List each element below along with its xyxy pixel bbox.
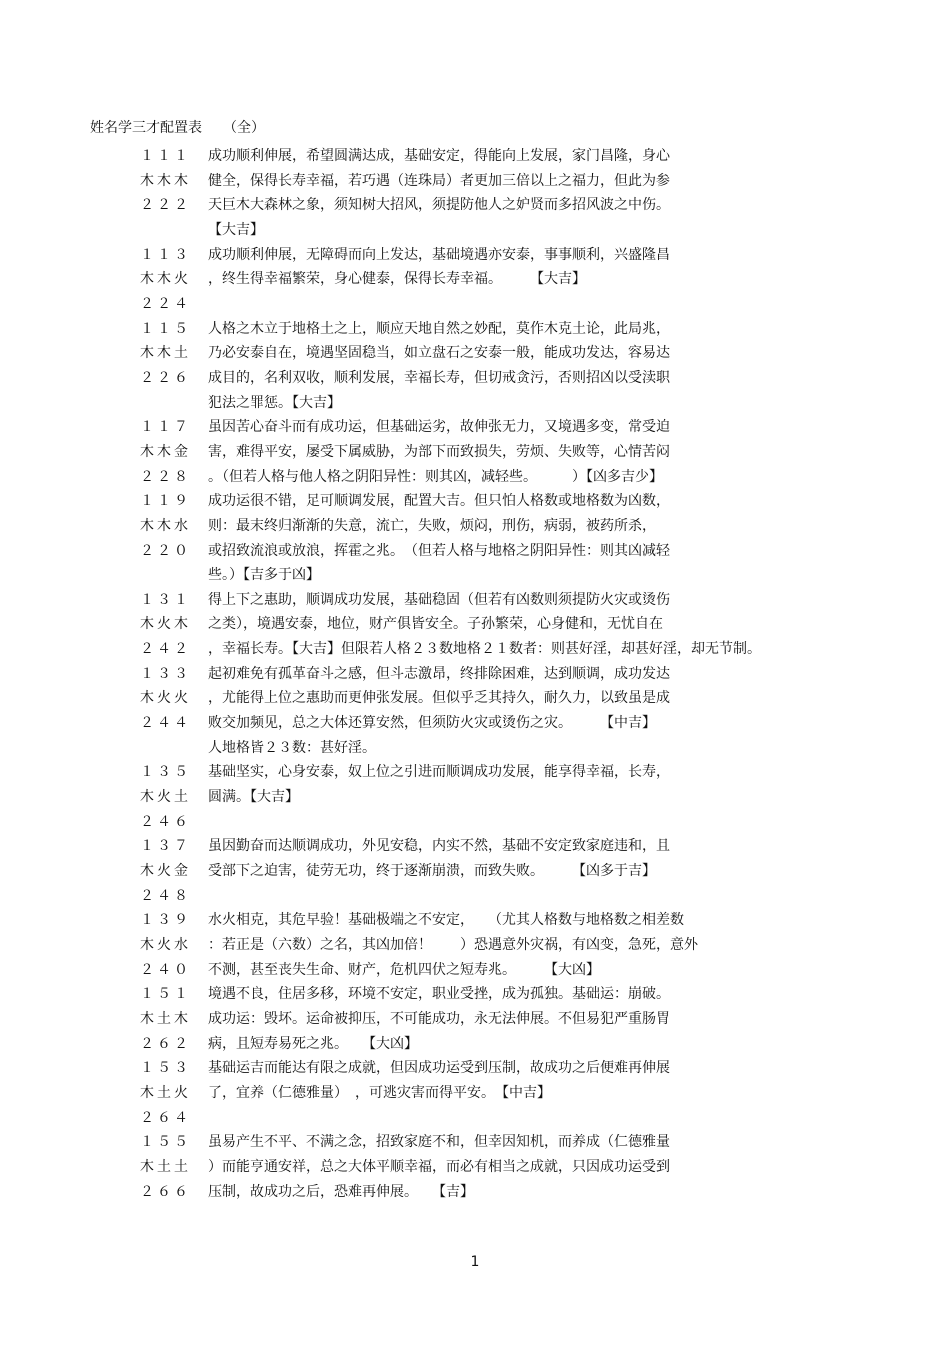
table-row xyxy=(0,341,950,366)
row-text: 受部下之迫害，徒劳无功，终于逐渐崩溃，而致失败。 【凶多于吉】 xyxy=(208,863,656,880)
row-text: ：若正是（六数）之名，其凶加倍！ ）恐遇意外灾祸，有凶变，急死，意外 xyxy=(208,937,698,953)
row-code: 木火水 xyxy=(140,937,191,953)
row-code: ２２８ xyxy=(140,468,191,485)
row-code: ２２６ xyxy=(140,369,191,386)
table-row xyxy=(0,514,950,539)
row-code: 木土木 xyxy=(140,1010,191,1027)
row-text: 些。）【吉多于凶】 xyxy=(208,567,320,584)
configuration-table xyxy=(0,144,950,1204)
page-number: 1 xyxy=(470,1254,480,1270)
table-row xyxy=(0,144,950,169)
row-text: 乃必安泰自在，境遇坚固稳当，如立盘石之安泰一般，能成功发达，容易达 xyxy=(208,345,670,362)
row-text: 害，难得平安，屡受下属威胁，为部下而致损失，劳烦、失败等，心情苦闷 xyxy=(208,443,670,460)
row-code: ２４８ xyxy=(140,887,191,904)
row-text: 或招致流浪或放浪，挥霍之兆。 （但若人格与地格之阴阳异性：则其凶减轻 xyxy=(208,542,670,559)
table-row xyxy=(0,1106,950,1131)
table-row xyxy=(0,292,950,317)
table-row xyxy=(0,982,950,1007)
row-code: １３３ xyxy=(140,665,191,682)
row-code: 木火土 xyxy=(140,789,191,806)
row-code: １５１ xyxy=(140,986,191,1003)
row-code: 木土土 xyxy=(140,1158,191,1175)
row-text: 天巨木大森林之象，须知树大招风，须提防他人之妒贤而多招风波之中伤。 xyxy=(208,197,670,214)
table-row xyxy=(0,440,950,465)
row-text: 圆满。【大吉】 xyxy=(208,789,299,806)
table-row xyxy=(0,218,950,243)
table-row xyxy=(0,169,950,194)
table-row xyxy=(0,489,950,514)
row-text: 人格之木立于地格土之上，顺应天地自然之妙配，莫作木克土论，此局兆， xyxy=(208,320,670,337)
table-row xyxy=(0,1130,950,1155)
table-row xyxy=(0,1180,950,1205)
row-text: 成功顺利伸展，无障碍而向上发达，基础境遇亦安泰，事事顺利，兴盛隆昌 xyxy=(208,246,670,263)
row-text: 犯法之罪惩。【大吉】 xyxy=(208,394,341,411)
table-row xyxy=(0,391,950,416)
row-code: 木木土 xyxy=(140,345,191,362)
table-row xyxy=(0,243,950,268)
row-code: ２４２ xyxy=(140,641,191,658)
row-text: ，幸福长寿。【大吉】但限若人格２３数地格２１数者：则甚好淫，却甚好淫，却无节制。 xyxy=(208,641,761,658)
row-code: ２６４ xyxy=(140,1109,191,1126)
row-code: １１３ xyxy=(140,246,191,263)
document-title: 姓名学三才配置表 （全） xyxy=(90,120,265,136)
table-row xyxy=(0,785,950,810)
row-text: 。（但若人格与他人格之阴阳异性：则其凶，减轻些。 ）【凶多吉少】 xyxy=(208,468,663,485)
row-code: １１５ xyxy=(140,320,191,337)
row-text: 健全，保得长寿幸福，若巧遇（连珠局）者更加三倍以上之福力，但此为参 xyxy=(208,172,670,189)
table-row xyxy=(0,637,950,662)
row-code: ２２４ xyxy=(140,295,191,312)
table-row xyxy=(0,588,950,613)
row-code: 木火金 xyxy=(140,863,191,880)
row-text: 【大吉】 xyxy=(208,221,264,238)
row-code: ２６２ xyxy=(140,1035,191,1052)
table-row xyxy=(0,859,950,884)
row-code: ２６６ xyxy=(140,1183,191,1200)
table-row xyxy=(0,884,950,909)
row-code: １３９ xyxy=(140,912,191,929)
row-code: １５３ xyxy=(140,1060,191,1077)
row-text: 之类），境遇安泰，地位，财产俱皆安全。子孙繁荣，心身健和，无忧自在 xyxy=(208,616,663,633)
row-text: 不测，甚至丧失生命、财产，危机四伏之短寿兆。 【大凶】 xyxy=(208,961,600,978)
row-code: １１１ xyxy=(140,148,191,164)
table-row xyxy=(0,1056,950,1081)
row-text: 成功运：毁坏。运命被抑压，不可能成功，永无法伸展。不但易犯严重肠胃 xyxy=(208,1010,670,1027)
row-text: 基础坚实，心身安泰，奴上位之引进而顺调成功发展，能享得幸福，长寿， xyxy=(208,764,670,781)
row-text: 起初难免有孤革奋斗之感，但斗志激昂，终排除困难，达到顺调，成功发达 xyxy=(208,665,670,682)
table-row xyxy=(0,662,950,687)
table-row xyxy=(0,317,950,342)
table-row xyxy=(0,834,950,859)
table-row xyxy=(0,810,950,835)
table-row xyxy=(0,1155,950,1180)
table-row xyxy=(0,465,950,490)
row-text: 了，宜养（仁德雅量） ，可逃灾害而得平安。 【中吉】 xyxy=(208,1084,551,1101)
table-row xyxy=(0,193,950,218)
row-text: 水火相克，其危早验！基础极端之不安定， （尤其人格数与地格数之相差数 xyxy=(208,912,684,929)
row-text: 虽因苦心奋斗而有成功运，但基础运劣，故伸张无力，又境遇多变，常受迫 xyxy=(208,419,670,436)
row-text: 成目的，名利双收，顺利发展，幸福长寿，但切戒贪污，否则招凶以受渎职 xyxy=(208,369,670,386)
table-row xyxy=(0,415,950,440)
row-text: 病，且短寿易死之兆。 【大凶】 xyxy=(208,1035,418,1052)
row-text: 得上下之惠助，顺调成功发展，基础稳固（但若有凶数则须提防火灾或烫伤 xyxy=(208,591,670,608)
table-row xyxy=(0,760,950,785)
table-row xyxy=(0,1032,950,1057)
row-text: 人地格皆２３数：甚好淫。 xyxy=(208,739,376,756)
row-code: 木木金 xyxy=(140,443,191,460)
row-code: １３１ xyxy=(140,591,191,608)
row-text: 虽易产生不平、不满之念，招致家庭不和，但幸因知机，而养成（仁德雅量 xyxy=(208,1134,670,1151)
table-row xyxy=(0,736,950,761)
row-code: 木火火 xyxy=(140,690,191,707)
row-code: １３７ xyxy=(140,838,191,855)
row-text: 压制，故成功之后，恐难再伸展。 【吉】 xyxy=(208,1183,474,1200)
table-row xyxy=(0,612,950,637)
table-row xyxy=(0,563,950,588)
row-text: ，尤能得上位之惠助而更伸张发展。但似乎乏其持久，耐久力，以致虽是成 xyxy=(208,690,670,707)
table-row xyxy=(0,933,950,958)
row-text: 虽因勤奋而达顺调成功，外见安稳，内实不然，基础不安定致家庭违和，且 xyxy=(208,838,670,855)
row-code: ２４４ xyxy=(140,715,191,732)
row-code: ２２２ xyxy=(140,197,191,214)
row-code: ２４６ xyxy=(140,813,191,830)
row-code: １５５ xyxy=(140,1134,191,1151)
table-row xyxy=(0,1081,950,1106)
row-code: １１９ xyxy=(140,493,191,510)
row-code: 木火木 xyxy=(140,616,191,633)
table-row xyxy=(0,908,950,933)
table-row xyxy=(0,1007,950,1032)
table-row xyxy=(0,711,950,736)
row-code: 木木水 xyxy=(140,517,191,534)
table-row xyxy=(0,366,950,391)
row-code: 木木木 xyxy=(140,172,191,189)
row-text: 则：最末终归渐渐的失意，流亡，失败，烦闷，刑伤，病弱，被药所杀， xyxy=(208,517,656,534)
row-code: 木木火 xyxy=(140,271,191,288)
row-code: １１７ xyxy=(140,419,191,436)
table-row xyxy=(0,267,950,292)
row-text: ）而能亨通安祥，总之大体平顺幸福，而必有相当之成就，只因成功运受到 xyxy=(208,1158,670,1175)
row-text: 成功运很不错，足可顺调发展，配置大吉。但只怕人格数或地格数为凶数， xyxy=(208,493,670,510)
row-text: ，终生得幸福繁荣，身心健泰，保得长寿幸福。 【大吉】 xyxy=(208,271,586,288)
row-code: ２４０ xyxy=(140,961,191,978)
row-text: 境遇不良，住居多移，环境不安定，职业受挫，成为孤独。基础运：崩破。 xyxy=(208,986,670,1003)
row-text: 成功顺利伸展，希望圆满达成，基础安定，得能向上发展，家门昌隆，身心 xyxy=(208,148,670,164)
row-code: ２２０ xyxy=(140,542,191,559)
table-row xyxy=(0,958,950,983)
row-code: １３５ xyxy=(140,764,191,781)
row-text: 基础运吉而能达有限之成就，但因成功运受到压制，故成功之后便难再伸展 xyxy=(208,1060,670,1077)
row-text: 败交加频见，总之大体还算安然，但须防火灾或烫伤之灾。 【中吉】 xyxy=(208,715,656,732)
table-row xyxy=(0,686,950,711)
table-row xyxy=(0,539,950,564)
row-code: 木土火 xyxy=(140,1084,191,1101)
